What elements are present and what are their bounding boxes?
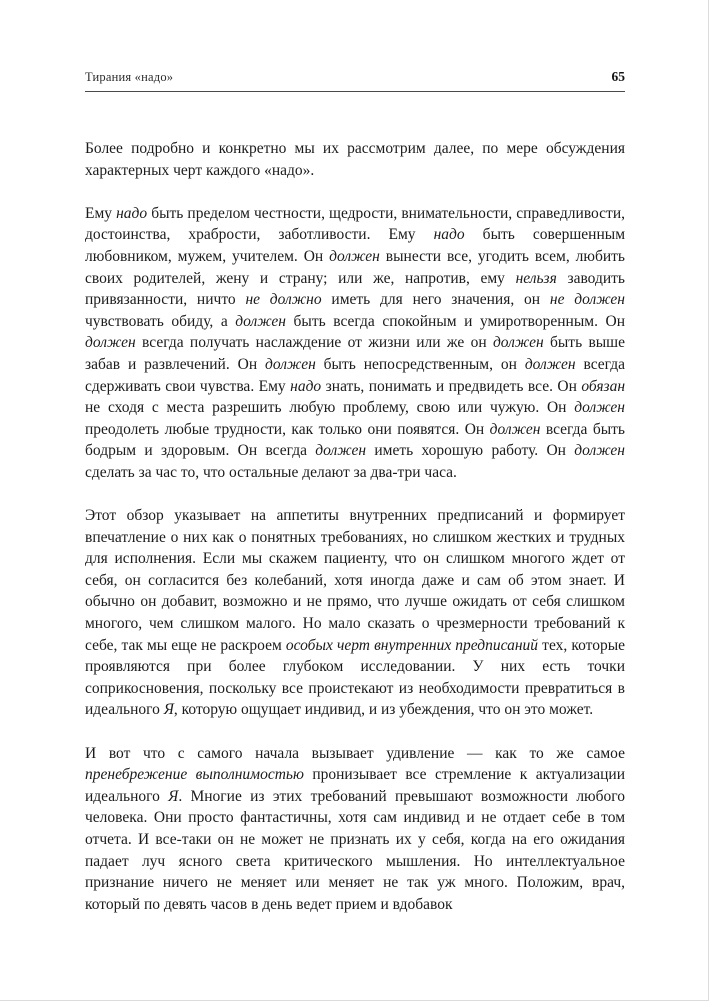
emphasis-text: Я bbox=[168, 787, 179, 805]
text-run: вынести все, угодить всем, любить своих родителей, жену и страну; или же, напротив, ему bbox=[85, 247, 625, 287]
text-run: Этот обзор указывает на аппетиты внутренних предписаний и формирует впечатление о них как о понятных требованиях, но слишком жестких и трудных для исполнения. Если мы скажем пациенту, что он слишком многого ждет от себя, он согласится без колебаний, хотя иногда даже и сам об этом знает. И обычно он добавит, возможно и не прямо, что лучше ожидать от себя слишком многого, чем слишком малого. Но мало сказать о чрезмерности требований к себе, так мы еще не раскроем bbox=[85, 507, 625, 654]
text-run: знать, понимать и предвидеть все. Он bbox=[321, 377, 582, 395]
paragraph bbox=[85, 743, 625, 916]
emphasis-text: должен bbox=[574, 442, 625, 460]
text-run: , которую ощущает индивид, и из убеждения, что он это может. bbox=[173, 701, 594, 719]
text-run: тех, которые проявляются при более глубоком исследовании. У них есть точки соприкосновения, поскольку все проистекают из необходимости превратиться в идеального bbox=[85, 636, 625, 719]
emphasis-text: должен bbox=[85, 334, 136, 352]
emphasis-text: особых черт внутренних предписаний bbox=[285, 636, 539, 654]
emphasis-text: должен bbox=[492, 334, 544, 352]
page-body bbox=[85, 138, 625, 915]
text-run: И вот что с самого начала вызывает удивление — как то же самое bbox=[85, 744, 625, 762]
emphasis-text: должен bbox=[489, 420, 541, 438]
text-run: быть пределом честности, щедрости, внимательности, справедливости, достоинства, храбрости, заботливости. Ему bbox=[85, 204, 625, 244]
text-run: Более подробно и конкретно мы их рассмотрим далее, по мере обсуждения характерных черт каждого «надо». bbox=[85, 140, 625, 179]
text-run: . Многие из этих требований превышают возможности любого человека. Они просто фантастичны, хотя сам индивид и не отдает себе в том отчета. И все-таки он не может не признать их у себя, когда на его ожидания падает луч ясного света критического мышления. Но интеллектуальное признание ничего не меняет или меняет не так уж много. Положим, врач, который по девять часов в день ведет прием и вдобавок bbox=[85, 787, 625, 913]
text-run: преодолеть любые трудности, как только они появятся. Он bbox=[85, 420, 490, 438]
emphasis-text: нельзя bbox=[515, 269, 557, 287]
emphasis-text: пренебрежение выполнимостью bbox=[85, 766, 304, 784]
text-run: Ему bbox=[85, 204, 117, 222]
text-run: иметь хорошую работу. Он bbox=[366, 442, 575, 460]
text-run: быть непосредственным, он bbox=[315, 355, 525, 373]
emphasis-text: должен bbox=[524, 355, 576, 373]
emphasis-text: должен bbox=[574, 399, 625, 417]
header-rule bbox=[85, 91, 625, 92]
emphasis-text: Я bbox=[163, 701, 174, 719]
emphasis-text: надо bbox=[290, 377, 322, 395]
text-run: иметь для него значения, он bbox=[321, 291, 550, 309]
text-run: чувствовать обиду, а bbox=[85, 312, 236, 330]
text-run: пронизывает все стремление к актуализации идеального bbox=[85, 766, 625, 805]
emphasis-text: не должен bbox=[549, 291, 625, 309]
emphasis-text: не должно bbox=[245, 291, 322, 309]
emphasis-text: должен bbox=[315, 442, 367, 460]
text-run: заводить привязанности, ничто bbox=[85, 269, 626, 309]
emphasis-text: должен bbox=[329, 247, 380, 265]
running-title: Тирания «надо» bbox=[85, 70, 174, 84]
text-run: быть совершенным любовником, мужем, учителем. Он bbox=[85, 226, 625, 265]
emphasis-text: надо bbox=[116, 204, 148, 222]
paragraph bbox=[85, 138, 625, 181]
text-run: всегда быть бодрым и здоровым. Он всегда bbox=[85, 420, 626, 460]
page-number: 65 bbox=[611, 69, 625, 84]
text-run: всегда сдерживать свои чувства. Ему bbox=[85, 355, 625, 395]
emphasis-text: надо bbox=[433, 226, 465, 244]
paragraph bbox=[85, 505, 625, 721]
page-header bbox=[85, 70, 625, 84]
emphasis-text: должен bbox=[265, 355, 316, 373]
text-run: не сходя с места разрешить любую проблему, свою или чужую. Он bbox=[85, 399, 575, 417]
paragraph bbox=[85, 203, 625, 484]
text-run: всегда получать наслаждение от жизни или же он bbox=[135, 334, 493, 352]
emphasis-text: обязан bbox=[581, 377, 626, 395]
text-run: сделать за час то, что остальные делают за два-три часа. bbox=[85, 463, 457, 481]
text-run: быть всегда спокойным и умиротворенным. Он bbox=[286, 312, 625, 330]
text-run: быть выше забав и развлечений. Он bbox=[85, 334, 626, 373]
emphasis-text: должен bbox=[235, 312, 286, 330]
